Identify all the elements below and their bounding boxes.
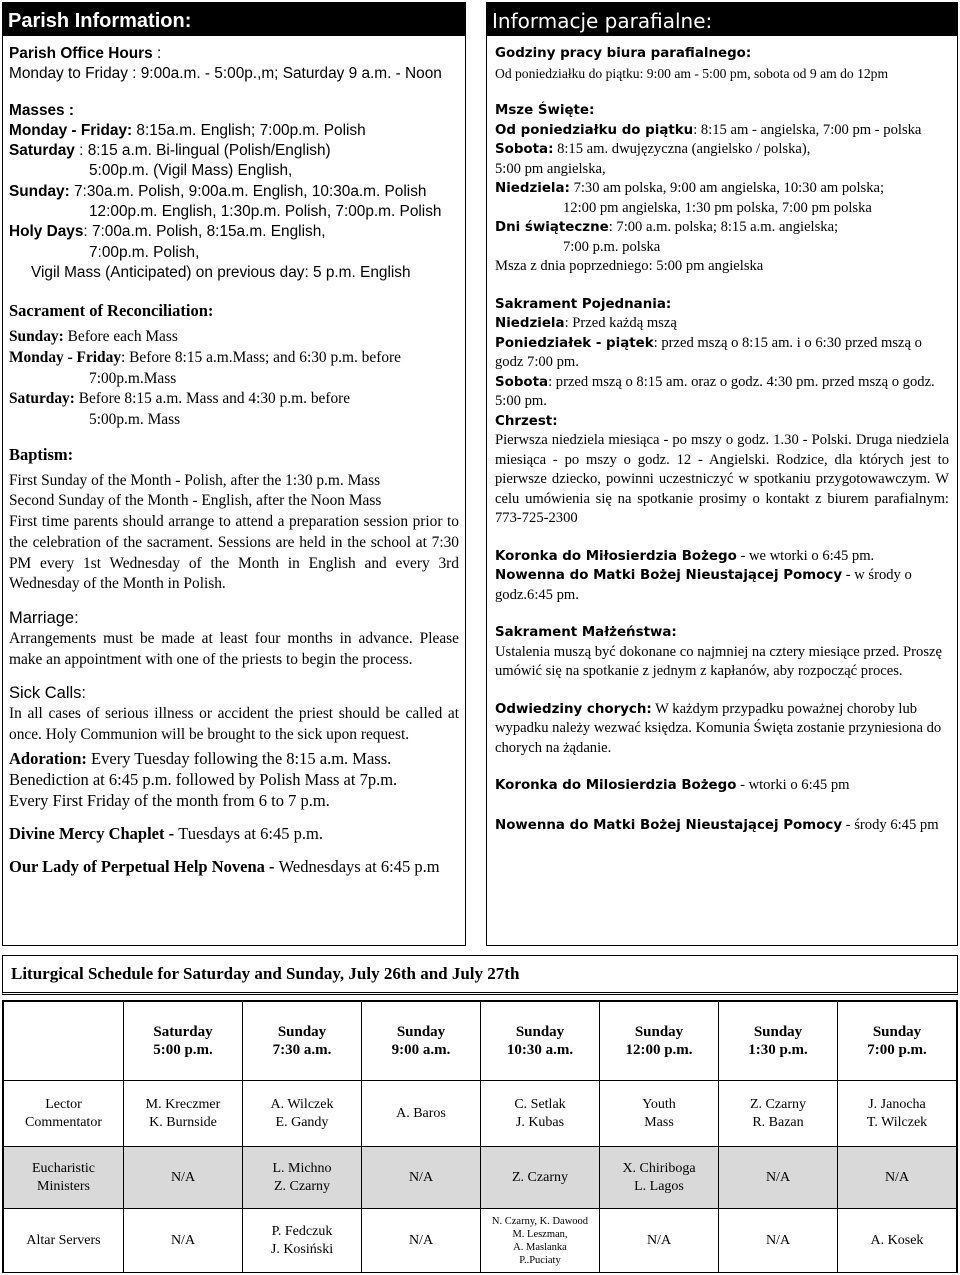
parish-information-panel (2, 2, 466, 946)
line-text: 5:00p.m. (Vigil Mass) English, (89, 162, 293, 180)
minister-cell (600, 1081, 719, 1147)
schedule-line (495, 199, 949, 219)
minister-name: K. Burnside (149, 1114, 217, 1130)
schedule-header-cell (362, 1002, 481, 1081)
schedule-table (3, 1001, 957, 1273)
line-text: Before 8:15 a.m. Mass and 4:30 p.m. before (74, 390, 351, 408)
schedule-row (4, 1081, 957, 1147)
chaplet-text: Tuesdays at 6:45 p.m. (178, 823, 323, 843)
minister-cell (481, 1209, 600, 1273)
role-label: Eucharistic (32, 1160, 95, 1176)
header-time: 7:00 p.m. (867, 1042, 927, 1058)
schedule-line (9, 410, 459, 431)
schedule-header-cell (124, 1002, 243, 1081)
line-text: 8:15 am. dwujęzyczna (angielsko / polska), (553, 141, 811, 157)
line-text: Msza z dnia poprzedniego: 5:00 pm angielska (495, 258, 764, 274)
minister-cell (124, 1209, 243, 1273)
header-day: Sunday (396, 1024, 446, 1040)
header-time: 7:30 a.m. (272, 1042, 332, 1058)
minister-cell (838, 1209, 957, 1273)
minister-name: P..Puciaty (519, 1254, 561, 1266)
schedule-line (9, 202, 459, 222)
masses-label-pl (495, 101, 949, 121)
schedule-header-cell (243, 1002, 362, 1081)
line-text: 5:00 pm angielska, (495, 160, 606, 177)
koronka-line-2 (495, 776, 949, 796)
role-label: Lector (45, 1096, 82, 1112)
benediction-line: Benediction at 6:45 p.m. followed by Polish Mass at 7p.m. (9, 769, 398, 789)
reconciliation-title: Sacrament of Reconciliation: (9, 301, 214, 321)
sick-calls-title: Sick Calls: (9, 684, 87, 703)
minister-name: T. Wilczek (866, 1114, 928, 1130)
informacje-parafialne-title: Informacje parafialne: (487, 3, 957, 36)
minister-name: Z. Czarny (750, 1096, 806, 1112)
line-text: : Przed każdą mszą (564, 315, 677, 331)
nowenna-label-2: Nowenna do Matki Bożej Nieustającej Pomocy (495, 817, 843, 833)
schedule-header-row (4, 1002, 957, 1081)
line-label: Sobota (495, 374, 549, 390)
line-text: 7:00p.m. Polish, (89, 243, 200, 261)
schedule-title: Liturgical Schedule for Saturday and Sunday, July 26th and July 27th (11, 964, 520, 983)
minister-cell (719, 1209, 838, 1273)
minister-name: J. Janocha (868, 1096, 926, 1112)
schedule-row (4, 1209, 957, 1273)
minister-name: N/A (765, 1232, 791, 1248)
masses-list (9, 121, 459, 283)
header-time: 10:30 a.m. (506, 1042, 574, 1058)
schedule-line (495, 238, 949, 258)
baptism-title-pl-text: Chrzest: (495, 413, 558, 429)
line-text: 12:00p.m. English, 1:30p.m. Polish, 7:00p.m. Polish (89, 203, 442, 221)
adoration-text: Every Tuesday following the 8:15 a.m. Mass. (86, 748, 392, 768)
schedule-line (495, 334, 949, 373)
schedule-line (9, 161, 459, 181)
koronka-label-1: Koronka do Miłosierdzia Bożego (495, 548, 737, 564)
marriage-title: Marriage: (9, 609, 79, 627)
role-cell (4, 1081, 124, 1147)
schedule-header-cell (838, 1002, 957, 1081)
minister-cell (719, 1147, 838, 1209)
schedule-header-cell (600, 1002, 719, 1081)
header-time: 1:30 p.m. (748, 1042, 808, 1058)
header-day: Sunday (634, 1024, 684, 1040)
reconciliation-list (9, 327, 459, 431)
minister-name: Z. Czarny (274, 1178, 330, 1194)
masses-list-pl (495, 121, 949, 277)
minister-name: A. Kosek (870, 1232, 924, 1248)
line-text: 5:00p.m. Mass (89, 411, 181, 429)
nowenna-text-1: - w środy o godz.6:45 pm. (495, 567, 912, 603)
schedule-line (495, 179, 949, 199)
sick-calls-pl (495, 700, 949, 759)
minister-cell (243, 1081, 362, 1147)
marriage-title-pl (495, 623, 949, 643)
line-text: 7:30 am polska, 9:00 am angielska, 10:30 am polska; (569, 180, 885, 196)
koronka-label-2: Koronka do Milosierdzia Bożego (495, 778, 737, 793)
minister-cell (838, 1147, 957, 1209)
nowenna-text-2: - środy 6:45 pm (842, 816, 939, 833)
schedule-line (495, 257, 949, 277)
nowenna-line-2 (495, 816, 949, 836)
minister-cell (243, 1209, 362, 1273)
line-text: Vigil Mass (Anticipated) on previous day: 5 p.m. English (31, 263, 411, 281)
schedule-line (9, 389, 459, 410)
reconciliation-title-pl (495, 295, 949, 315)
line-label: Sobota: (495, 142, 554, 157)
minister-name: N/A (765, 1169, 791, 1185)
marriage-text: Arrangements must be made at least four months in advance. Please make an appointment with one of the priests to begin the process. (9, 630, 459, 668)
line-label: Sunday: (9, 182, 70, 200)
minister-cell (838, 1081, 957, 1147)
sick-calls-label-pl: Odwiedziny chorych: (495, 701, 652, 717)
chaplet-label: Divine Mercy Chaplet - (9, 823, 179, 843)
minister-name: Z. Czarny (512, 1169, 568, 1185)
header-time: 12:00 p.m. (625, 1042, 693, 1058)
sick-calls-text-pl: W każdym przypadku poważnej choroby lub wypadku należy wezwać księdza. Komunia Święta zostanie przyniesiona do chorych na żądanie. (495, 700, 942, 756)
line-text: 7:00p.m.Mass (89, 369, 177, 387)
schedule-line (9, 182, 459, 202)
baptism-line: First Sunday of the Month - Polish, after the 1:30 p.m. Mass (9, 471, 381, 489)
schedule-header-cell (481, 1002, 600, 1081)
sacraments-content (3, 300, 465, 877)
header-day: Sunday (277, 1024, 327, 1040)
schedule-line (495, 121, 949, 141)
line-label: Sunday: (9, 328, 64, 346)
novena-text: Wednesdays at 6:45 p.m (278, 856, 440, 876)
minister-name: P. Fedczuk (271, 1223, 333, 1239)
minister-name: J. Kubas (515, 1114, 565, 1130)
novena-label: Our Lady of Perpetual Help Novena - (9, 856, 279, 876)
koronka-line-1 (495, 547, 949, 567)
schedule-body (4, 1002, 957, 1273)
schedule-line (9, 243, 459, 263)
minister-name: N/A (170, 1169, 196, 1185)
minister-name: Youth (642, 1096, 676, 1112)
minister-cell (124, 1081, 243, 1147)
header-day: Sunday (753, 1024, 803, 1040)
office-hours-label: Parish Office Hours (9, 45, 153, 62)
line-label: Dni świąteczne (495, 220, 609, 235)
office-hours-heading (9, 44, 459, 64)
line-label: Niedziela: (495, 181, 570, 196)
minister-name: E. Gandy (275, 1114, 329, 1130)
minister-name: A. Maslanka (513, 1241, 567, 1253)
schedule-line (9, 141, 459, 161)
informacje-content (487, 36, 957, 835)
reconciliation-title-pl-text: Sakrament Pojednania: (495, 296, 672, 312)
line-text: 12:00 pm angielska, 1:30 pm polska, 7:00 pm polska (563, 199, 872, 216)
minister-name: N/A (170, 1232, 196, 1248)
minister-cell (600, 1209, 719, 1273)
schedule-line (9, 348, 459, 369)
role-label: Altar Servers (26, 1232, 101, 1248)
line-label: Monday - Friday (9, 348, 122, 366)
header-day: Sunday (872, 1024, 922, 1040)
line-label: Niedziela (495, 316, 565, 331)
line-text: : 8:15 am - angielska, 7:00 pm - polska (693, 121, 922, 138)
minister-cell (124, 1147, 243, 1209)
minister-name: N/A (408, 1232, 434, 1248)
role-cell (4, 1147, 124, 1209)
line-text: 7:30a.m. Polish, 9:00a.m. English, 10:30a.m. Polish (69, 182, 427, 200)
schedule-line (9, 222, 459, 242)
baptism-title: Baptism: (9, 444, 74, 464)
minister-name: X. Chiriboga (622, 1160, 696, 1176)
minister-name: M. Kreczmer (145, 1096, 221, 1112)
baptism-line: Second Sunday of the Month - English, after the Noon Mass (9, 492, 382, 510)
masses-heading (9, 101, 459, 121)
line-label: Saturday: (9, 390, 75, 408)
baptism-line: First time parents should arrange to attend a preparation session prior to the celebration of the sacrament. Sessions are held in the school at 7:30 PM every 1st Wednesday of the Month in English and every 3rd Wednesday of the Month in Polish. (9, 513, 459, 593)
first-friday-line: Every First Friday of the month from 6 to 7 p.m. (9, 790, 330, 810)
minister-cell (243, 1147, 362, 1209)
line-text: : 8:15 a.m. Bi-lingual (Polish/English) (74, 142, 331, 160)
minister-name: R. Bazan (752, 1114, 804, 1130)
role-cell (4, 1209, 124, 1273)
office-label-pl (495, 44, 949, 64)
marriage-text-pl: Ustalenia muszą być dokonane co najmniej na cztery miesiące przed. Proszę umówić się na spotkanie z jednym z kapłanów, aby rozpocząć proces. (495, 643, 942, 679)
minister-name: N/A (884, 1169, 910, 1185)
minister-name: J. Kosiński (270, 1241, 334, 1257)
baptism-text (9, 471, 459, 595)
minister-name: M. Leszman, (512, 1228, 568, 1240)
nowenna-line-1 (495, 566, 949, 605)
parish-information-title: Parish Information: (3, 3, 465, 36)
koronka-text-1: - we wtorki o 6:45 pm. (736, 547, 875, 564)
line-text: Before each Mass (63, 328, 178, 346)
role-label: Ministers (37, 1178, 90, 1194)
schedule-line (9, 263, 459, 283)
minister-name: C. Setlak (514, 1096, 566, 1112)
office-hours-text: Monday to Friday : 9:00a.m. - 5:00p.,m; Saturday 9 a.m. - Noon (9, 65, 442, 83)
minister-name: L. Michno (272, 1160, 332, 1176)
line-label: Holy Days (9, 223, 84, 241)
minister-cell (481, 1081, 600, 1147)
minister-name: L. Lagos (634, 1178, 684, 1194)
minister-cell (362, 1147, 481, 1209)
marriage-title-pl-text: Sakrament Małżeństwa: (495, 625, 677, 640)
schedule-corner-cell (4, 1002, 124, 1081)
minister-name: N/A (408, 1169, 434, 1185)
schedule-line (495, 314, 949, 334)
line-text: : przed mszą o 8:15 am. i o 6:30 przed mszą o godz 7:00 pm. (495, 334, 922, 370)
line-text: 7:00 p.m. polska (563, 238, 661, 255)
schedule-line (495, 218, 949, 238)
line-text: 8:15a.m. English; 7:00p.m. Polish (132, 121, 366, 139)
parish-information-content (3, 36, 465, 283)
minister-name: N. Czarny, K. Dawood (491, 1215, 589, 1227)
line-text: : przed mszą o 8:15 am. oraz o godz. 4:30 pm. przed mszą o godz. 5:00 pm. (495, 373, 935, 409)
nowenna-label-1: Nowenna do Matki Bożej Nieustającej Pomocy (495, 568, 843, 583)
office-label-pl-text: Godziny pracy biura parafialnego: (495, 46, 752, 61)
adoration-line (9, 748, 459, 769)
header-day: Saturday (153, 1024, 213, 1040)
schedule-line (9, 121, 459, 141)
line-label: Poniedziałek - piątek (495, 335, 654, 351)
novena-line (9, 856, 459, 877)
minister-cell (719, 1081, 838, 1147)
minister-cell (362, 1209, 481, 1273)
baptism-text-pl: Pierwsza niedziela miesiąca - po mszy o godz. 1.30 - Polski. Druga niedziela miesiąca - po mszy o godz. 12 - Angielski. Rodzice, dla których jest to pierwsze dziecko, powinni uczestniczyć w spotkaniu przygotowawczym. W celu umówienia się na spotkanie prosimy o kontakt z biurem parafialnym: 773-725-2300 (495, 432, 949, 526)
line-label: Monday - Friday: (9, 121, 133, 139)
role-label: Commentator (25, 1114, 102, 1130)
line-label: Saturday (9, 142, 75, 160)
informacje-parafialne-panel (486, 2, 958, 946)
line-text: : 7:00 a.m. polska; 8:15 a.m. angielska; (608, 219, 839, 235)
minister-cell (362, 1081, 481, 1147)
office-hours-colon: : (152, 45, 162, 62)
chaplet-line (9, 823, 459, 844)
schedule-line (495, 140, 949, 160)
masses-label-pl-text: Msze Święte: (495, 103, 595, 118)
schedule-title-box (2, 955, 958, 995)
schedule-line (495, 373, 949, 412)
header-day: Sunday (515, 1024, 565, 1040)
liturgical-schedule (2, 1000, 958, 1273)
schedule-line (9, 327, 459, 348)
schedule-line (9, 369, 459, 390)
header-time: 5:00 p.m. (153, 1042, 213, 1058)
line-text: : Before 8:15 a.m.Mass; and 6:30 p.m. before (121, 348, 401, 366)
schedule-header-cell (719, 1002, 838, 1081)
minister-name: A. Wilczek (270, 1096, 334, 1112)
minister-name: N/A (646, 1232, 672, 1248)
baptism-title-pl (495, 412, 949, 432)
minister-cell (481, 1147, 600, 1209)
header-time: 9:00 a.m. (391, 1042, 451, 1058)
line-text: : 7:00a.m. Polish, 8:15a.m. English, (83, 223, 326, 241)
minister-name: A. Baros (396, 1105, 446, 1121)
reconciliation-list-pl (495, 314, 949, 412)
schedule-line (495, 160, 949, 180)
schedule-row (4, 1147, 957, 1209)
line-label: Od poniedziałku do piątku (495, 122, 694, 138)
minister-name: Mass (644, 1114, 674, 1130)
adoration-label: Adoration: (9, 748, 87, 768)
office-text-pl: Od poniedziałku do piątku: 9:00 am - 5:00 pm, sobota od 9 am do 12pm (495, 65, 889, 81)
masses-label: Masses : (9, 101, 75, 119)
minister-cell (600, 1147, 719, 1209)
koronka-text-2: - wtorki o 6:45 pm (736, 777, 850, 793)
sick-calls-text: In all cases of serious illness or accident the priest should be called at once. Holy Communion will be brought to the sick upon request. (9, 705, 459, 744)
